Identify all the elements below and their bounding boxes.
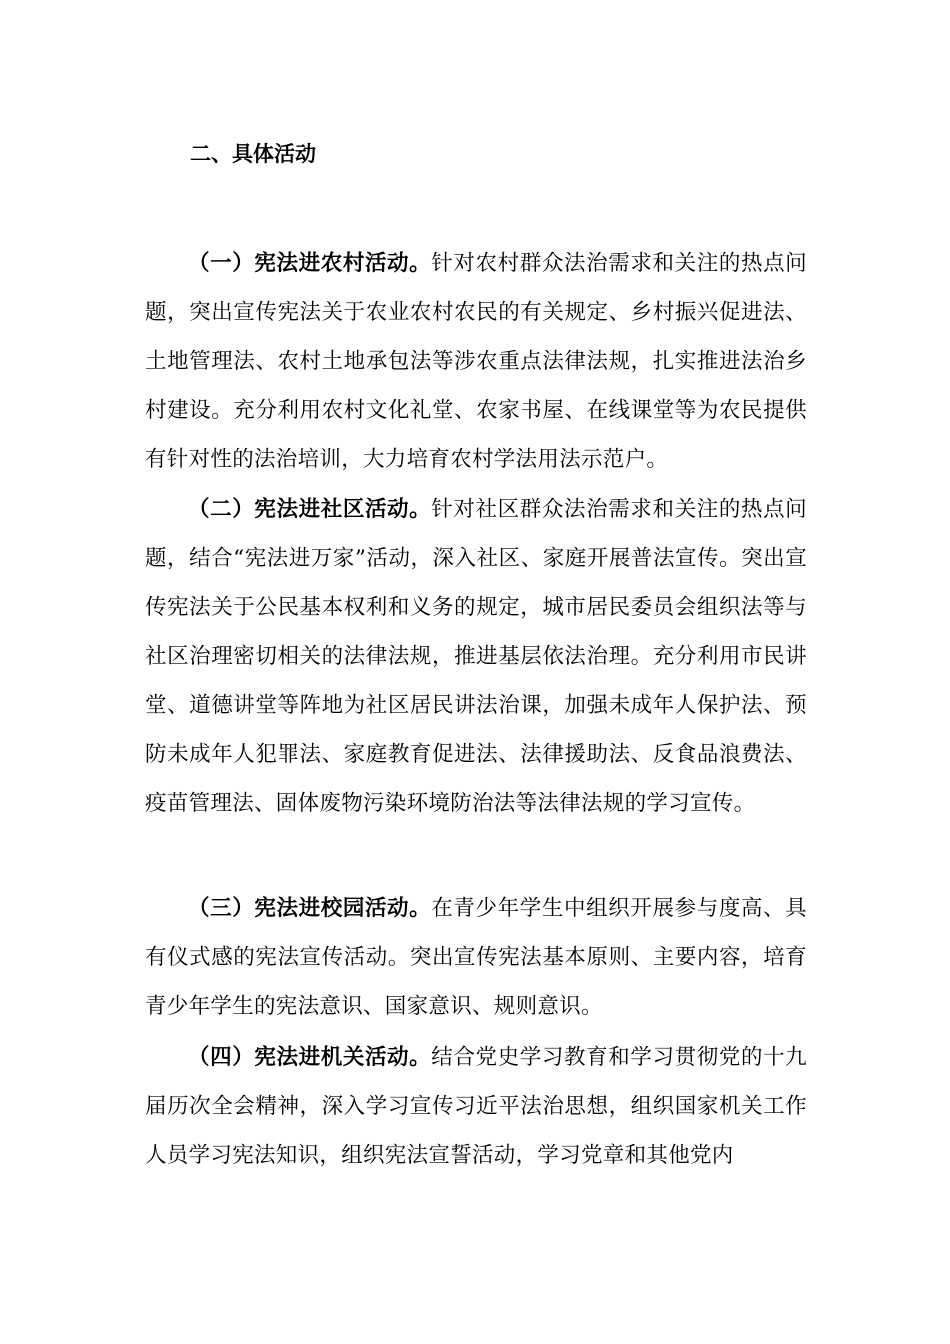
- paragraph-government-agencies: [145, 1033, 807, 1180]
- paragraph-countryside: [145, 239, 807, 484]
- paragraph-text: 针对社区群众法治需求和关注的热点问题，结合“宪法进万家”活动，深入社区、家庭开展普法宣传。突出宣传宪法关于公民基本权利和义务的规定，城市居民委员会组织法等与社区治理密切相关的法律法规，推进基层依法治理。充分利用市民讲堂、道德讲堂等阵地为社区居民讲法治课，加强未成年人保护法、预防未成年人犯罪法、家庭教育促进法、法律援助法、反食品浪费法、疫苗管理法、固体废物污染环境防治法等法律法规的学习宣传。: [145, 497, 807, 816]
- paragraph-community: [145, 485, 807, 828]
- paragraph-text: 针对农村群众法治需求和关注的热点问题，突出宣传宪法关于农业农村农民的有关规定、乡村振兴促进法、土地管理法、农村土地承包法等涉农重点法律法规，扎实推进法治乡村建设。充分利用农村文化礼堂、农家书屋、在线课堂等为农民提供有针对性的法治培训，大力培育农村学法用法示范户。: [145, 251, 807, 472]
- paragraph-text: 结合党史学习教育和学习贯彻党的十九届历次全会精神，深入学习宣传习近平法治思想，组织国家机关工作人员学习宪法知识，组织宪法宣誓活动，学习党章和其他党内: [145, 1045, 807, 1168]
- paragraph-campus: [145, 884, 807, 1031]
- paragraph-lead: （四）宪法进机关活动。: [188, 1045, 432, 1070]
- paragraph-lead: （二）宪法进社区活动。: [188, 497, 432, 522]
- paragraph-lead: （一）宪法进农村活动。: [188, 251, 432, 276]
- paragraph-lead: （三）宪法进校园活动。: [188, 896, 432, 921]
- section-heading: 二、具体活动: [190, 142, 316, 166]
- paragraph-text: 在青少年学生中组织开展参与度高、具有仪式感的宪法宣传活动。突出宣传宪法基本原则、主要内容，培育青少年学生的宪法意识、国家意识、规则意识。: [145, 896, 807, 1019]
